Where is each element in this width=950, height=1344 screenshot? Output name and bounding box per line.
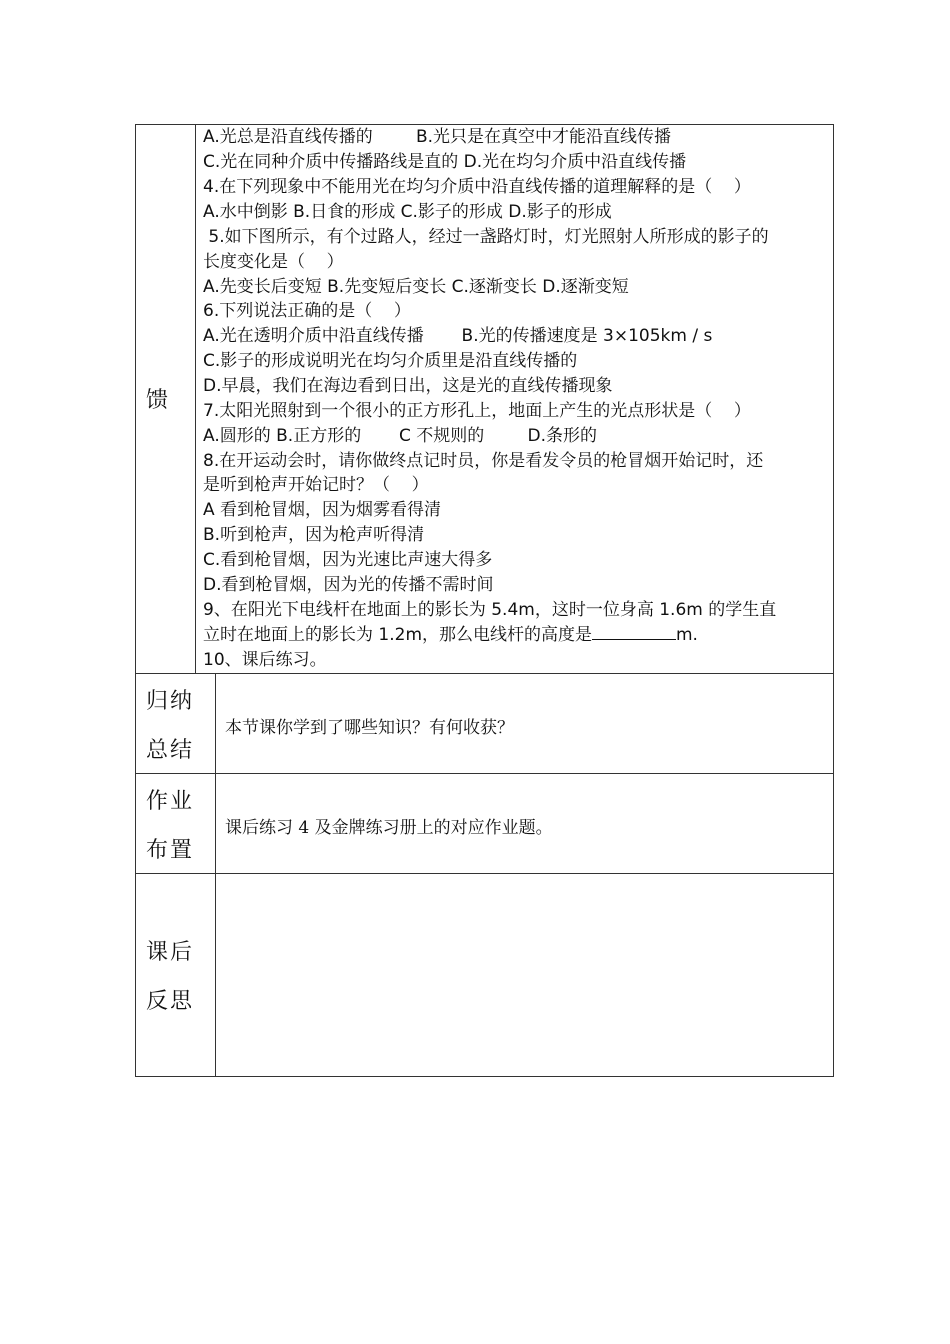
reflection-label-line1: 课后: [146, 940, 195, 965]
question-line: 7.太阳光照射到一个很小的正方形孔上，地面上产生的光点形状是（ ）: [203, 401, 751, 421]
question-line: A.圆形的 B.正方形的 C 不规则的 D.条形的: [203, 426, 598, 446]
question-line: A.光总是沿直线传播的 B.光只是在真空中才能沿直线传播: [203, 127, 672, 147]
question-line: A.水中倒影 B.日食的形成 C.影子的形成 D.影子的形成: [203, 202, 612, 222]
table-bottom-border: [135, 1076, 834, 1077]
homework-label-line2: 布置: [146, 838, 195, 863]
homework-label-line1: 作业: [146, 789, 195, 814]
row-divider-3: [135, 873, 834, 874]
summary-label-line2: 总结: [146, 738, 195, 763]
question-line: D.看到枪冒烟，因为光的传播不需时间: [203, 575, 494, 595]
question-line: C.影子的形成说明光在均匀介质里是沿直线传播的: [203, 351, 578, 371]
question-line: 6.下列说法正确的是（ ）: [203, 301, 411, 321]
question-line: C.光在同种介质中传播路线是直的 D.光在均匀介质中沿直线传播: [203, 152, 687, 172]
row-divider-2: [135, 773, 834, 774]
question-line: 是听到枪声开始记时？（ ）: [203, 475, 429, 495]
question-line: B.听到枪声，因为枪声听得清: [203, 525, 425, 545]
reflection-label: [146, 928, 194, 1026]
question-line: A.先变长后变短 B.先变短后变长 C.逐渐变长 D.逐渐变短: [203, 277, 629, 297]
unit-suffix: m.: [676, 625, 698, 645]
table-left-border: [135, 124, 136, 1077]
homework-content: 课后练习 4 及金牌练习册上的对应作业题。: [225, 818, 553, 838]
row-divider-1: [135, 673, 834, 674]
question-text: 立时在地面上的影长为 1.2m，那么电线杆的高度是: [203, 625, 592, 645]
summary-label: [146, 677, 194, 775]
question-line: 4.在下列现象中不能用光在均匀介质中沿直线传播的道理解释的是（ ）: [203, 177, 751, 197]
question-line: 10、课后练习。: [203, 650, 327, 670]
question-line-with-blank: [203, 623, 831, 648]
summary-label-line1: 归纳: [146, 689, 195, 714]
reflection-label-line2: 反思: [146, 989, 195, 1014]
column-divider-top: [195, 124, 196, 673]
homework-label: [146, 777, 194, 875]
question-line: 长度变化是（ ）: [203, 252, 344, 272]
table-right-border: [833, 124, 834, 1077]
answer-blank: [592, 623, 676, 640]
question-line: C.看到枪冒烟，因为光速比声速大得多: [203, 550, 493, 570]
column-divider-bottom: [215, 673, 216, 1077]
question-line: D.早晨，我们在海边看到日出，这是光的直线传播现象: [203, 376, 613, 396]
feedback-label: 馈: [146, 388, 171, 413]
question-line: 8.在开运动会时，请你做终点记时员，你是看发令员的枪冒烟开始记时，还: [203, 451, 764, 471]
question-line: 9、在阳光下电线杆在地面上的影长为 5.4m，这时一位身高 1.6m 的学生直: [203, 600, 777, 620]
summary-content: 本节课你学到了哪些知识？有何收获？: [225, 718, 514, 738]
question-line: A 看到枪冒烟，因为烟雾看得清: [203, 500, 442, 520]
question-line: 5.如下图所示，有个过路人，经过一盏路灯时，灯光照射人所形成的影子的: [203, 227, 769, 247]
question-line: A.光在透明介质中沿直线传播 B.光的传播速度是 3×105km / s: [203, 326, 713, 346]
